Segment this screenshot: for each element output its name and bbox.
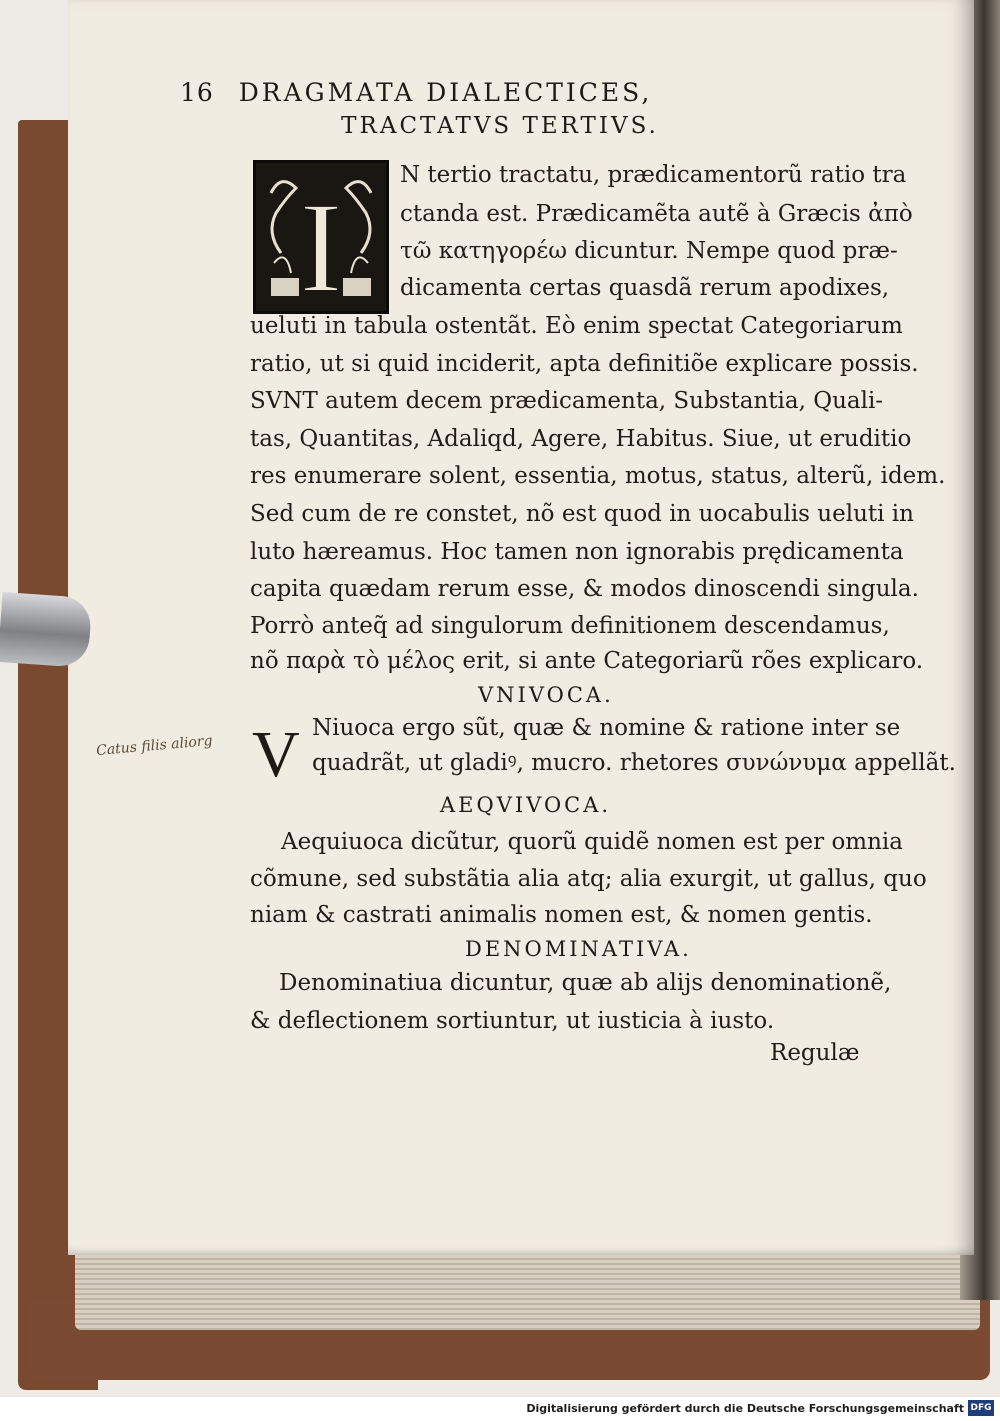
denominativa-line-2: & deflectionem sortiuntur, ut iusticia à iusto.	[250, 1008, 775, 1034]
body-line-3: SVNT autem decem prædicamenta, Substantia, Quali-	[250, 388, 884, 414]
univoca-initial-letter: V	[252, 718, 300, 791]
page-block-edge	[75, 1250, 980, 1330]
aequivoca-line-2: cõmune, sed substãtia alia atq; alia exurgit, ut gallus, quo	[250, 866, 927, 892]
intro-line-1: N tertio tractatu, prædicamentorũ ratio tra	[400, 162, 907, 188]
page-number: 16	[180, 78, 214, 107]
dfg-logo: DFG	[968, 1400, 994, 1416]
intro-line-4: dicamenta certas quasdã rerum apodixes,	[400, 275, 890, 301]
heading-univoca: VNIVOCA.	[478, 683, 614, 707]
denominativa-line-1: Denominatiua dicuntur, quæ ab alijs denominationẽ,	[279, 970, 892, 996]
intro-line-3: τῶ κατηγορέω dicuntur. Nempe quod præ-	[400, 238, 898, 264]
heading-denominativa: DENOMINATIVA.	[465, 937, 692, 961]
body-line-1: ueluti in tabula ostentãt. Eò enim spectat Categoriarum	[250, 313, 903, 339]
body-line-6: Sed cum de re constet, nõ est quod in uocabulis ueluti in	[250, 501, 914, 527]
footer-bar	[0, 1397, 1000, 1421]
heading-aequivoca: AEQVIVOCA.	[440, 793, 612, 817]
section-title: TRACTATVS TERTIVS.	[341, 113, 659, 139]
body-line-2: ratio, ut si quid inciderit, apta definitiõe explicare possis.	[250, 351, 919, 377]
handwritten-margin-note: Catus filis aliorg	[95, 732, 214, 760]
body-line-5: res enumerare solent, essentia, motus, status, alterũ, idem.	[250, 463, 946, 489]
initial-letter-text: I	[299, 176, 343, 311]
aequivoca-line-3: niam & castrati animalis nomen est, & nomen gentis.	[250, 902, 873, 928]
body-line-7: luto hæreamus. Hoc tamen non ignorabis prędicamenta	[250, 539, 904, 565]
body-line-4: tas, Quantitas, Adaliqd, Agere, Habitus. Siue, ut eruditio	[250, 426, 912, 452]
body-line-9: Porrò anteq̃ ad singulorum definitionem descendamus,	[250, 613, 890, 639]
body-line-10: nõ παρὰ τὸ μέλος erit, si ante Categoriarũ rões explicaro.	[250, 648, 924, 674]
running-head-title: DRAGMATA DIALECTICES,	[238, 78, 653, 107]
body-line-8: capita quædam rerum esse, & modos dinoscendi singula.	[250, 576, 919, 602]
decorated-initial-letter	[253, 160, 389, 314]
aequivoca-line-1: Aequiuoca dicũtur, quorũ quidẽ nomen est per omnia	[281, 829, 903, 855]
footer-credit: Digitalisierung gefördert durch die Deutsche Forschungsgemeinschaft	[526, 1402, 964, 1415]
univoca-line-2: quadrãt, ut gladiꝰ, mucro. rhetores συνώνυμα appellãt.	[312, 750, 956, 776]
catchword: Regulæ	[770, 1040, 860, 1066]
univoca-line-1: Niuoca ergo sũt, quæ & nomine & ratione inter se	[312, 715, 901, 741]
running-head	[180, 78, 820, 107]
bookmark-clip	[0, 592, 92, 668]
intro-line-2: ctanda est. Prædicamẽta autẽ à Græcis ἀπὸ	[400, 201, 913, 227]
